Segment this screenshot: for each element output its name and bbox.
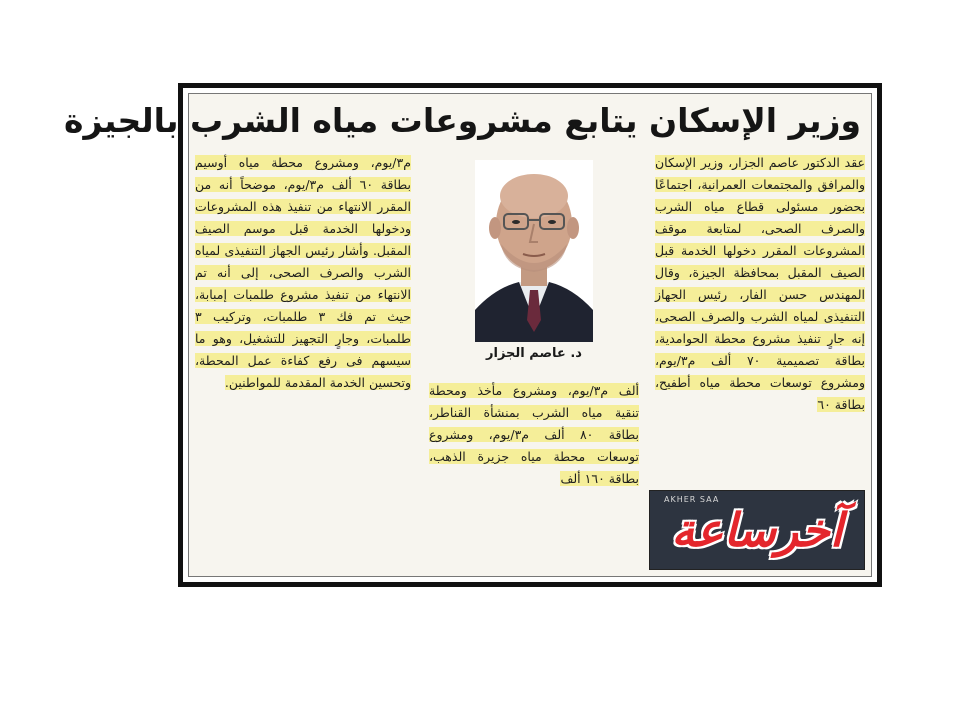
newspaper-page	[64, 93, 872, 577]
column-left-text: م٣/يوم، ومشروع محطة مياه أوسيم بطاقة ٦٠ ألف م٣/يوم، موضحاً أنه من المقرر الانتهاء من تنفيذ هذه المشروعات ودخولها الخدمة قبل موسم الصيف المقبل. وأشار رئيس الجهاز التنفيذى لمياه الشرب والصرف الصحى، إلى أنه تم الانتهاء من تنفيذ مشروع طلمبات إمبابة، حيث تم فك ٣ طلمبات، وتركيب ٣ طلمبات، وجارٍ التجهيز للتشغيل، وهو ما سيسهم فى رفع كفاءة عمل المحطة، وتحسين الخدمة المقدمة للمواطنين.	[195, 155, 411, 390]
photo-caption: د. عاصم الجزار	[486, 346, 582, 361]
column-middle-text: ألف م٣/يوم، ومشروع مأخذ ومحطة تنقية مياه الشرب بمنشأة القناطر، بطاقة ٨٠ ألف م٣/يوم، ومشروع توسعات محطة مياه جزيرة الذهب، بطاقة ١٦٠ ألف	[429, 383, 639, 486]
minister-photo	[475, 160, 593, 342]
article-headline: وزير الإسكان يتابع مشروعات مياه الشرب بالجيزة	[64, 101, 861, 140]
akher-saa-logo	[649, 490, 865, 570]
newspaper-clipping	[64, 83, 882, 587]
column-right-text: عقد الدكتور عاصم الجزار، وزير الإسكان والمرافق والمجتمعات العمرانية، اجتماعًا بحضور مسئولى قطاع مياه الشرب والصرف الصحى، لمتابعة موقف المشروعات المقرر دخولها الخدمة قبل الصيف المقبل بمحافظة الجيزة، وقال المهندس حسن الفار، رئيس الجهاز التنفيذى لمياه الشرب والصرف الصحى، إنه جارٍ تنفيذ مشروع محطة الحوامدية، بطاقة تصميمية ٧٠ ألف م٣/يوم، ومشروع توسعات محطة مياه أطفيح، بطاقة ٦٠	[655, 155, 865, 412]
article-column-left	[195, 152, 411, 394]
article-column-right	[655, 152, 865, 416]
logo-subtext: AKHER SAA	[664, 495, 720, 504]
portrait-image	[475, 160, 593, 342]
article-column-middle	[429, 380, 639, 490]
logo-text: آخرساعة	[671, 503, 843, 557]
